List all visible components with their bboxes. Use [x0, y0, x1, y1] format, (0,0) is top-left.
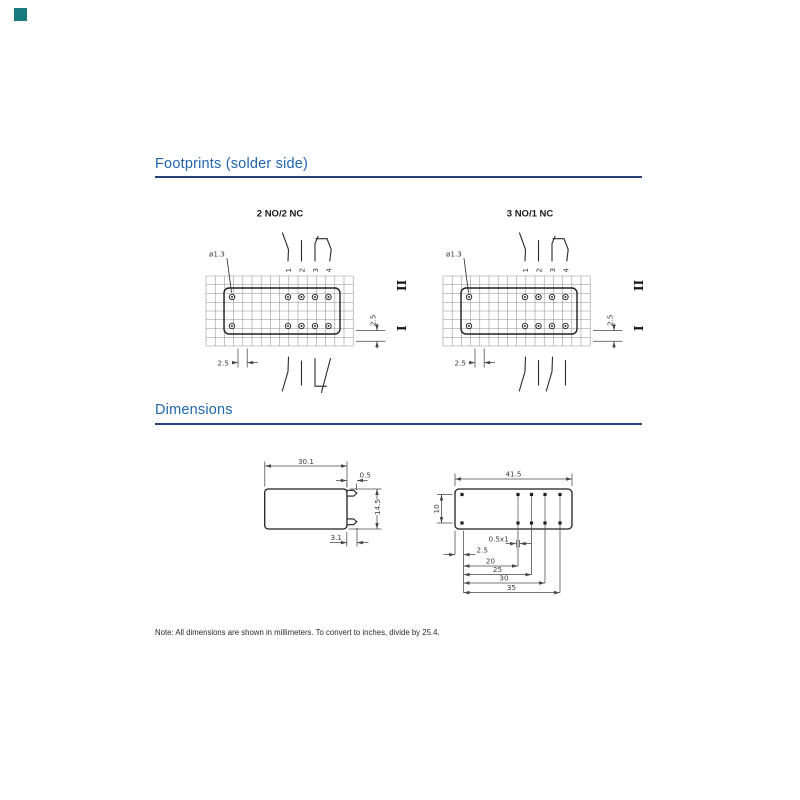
- pin-3-label: 3: [548, 267, 557, 273]
- row-i-label: I: [632, 325, 646, 331]
- row-i-label: I: [395, 325, 409, 331]
- body-length-dim: 41.5: [505, 469, 522, 479]
- relay-body-bottom-view: [455, 489, 572, 529]
- units-note: Note: All dimensions are shown in millimeters. To convert to inches, divide by 25.4.: [155, 628, 440, 637]
- pin-2-label: 2: [534, 267, 544, 273]
- bottom-view-drawing: [432, 470, 572, 593]
- row-ii-label: II: [395, 279, 409, 291]
- relay-body-side-view: [265, 489, 357, 529]
- hole-diameter-label: ø1.3: [209, 249, 225, 259]
- pin-2-label: 2: [297, 267, 307, 273]
- footprint-dimension-lines: [233, 324, 386, 368]
- row-ii-label: II: [632, 279, 646, 291]
- edge-to-pin-dim: 2.5: [476, 545, 488, 555]
- footprint-title: 3 NO/1 NC: [506, 208, 554, 220]
- pitch-label: 2.5: [217, 358, 229, 368]
- footprint-dimension-lines: [470, 324, 623, 368]
- pin-spacing-30-dim: 30: [499, 573, 509, 583]
- row-spacing-dim: 10: [431, 504, 441, 514]
- row-pitch-label: 2.5: [368, 314, 378, 326]
- pcb-grid: [206, 276, 353, 346]
- pitch-label: 2.5: [454, 358, 466, 368]
- body-height-dim: 14.5: [373, 498, 383, 515]
- pin-4-label: 4: [324, 267, 334, 273]
- footprint-3no1nc: [443, 209, 646, 392]
- row-pitch-label: 2.5: [605, 314, 615, 326]
- pin-1-label: 1: [284, 267, 293, 273]
- pin-spacing-20-dim: 20: [485, 556, 496, 566]
- pin-spacing-25-dim: 25: [492, 565, 503, 575]
- pin-offset-dim: 0.5: [359, 470, 371, 480]
- side-view-drawing: [265, 457, 383, 547]
- body-width-dim: 30.1: [297, 456, 315, 466]
- pin-length-dim: 3.1: [330, 533, 342, 543]
- footprint-title: 2 NO/2 NC: [256, 208, 304, 220]
- pin-3-label: 3: [311, 267, 320, 273]
- hole-diameter-label: ø1.3: [446, 249, 462, 259]
- pin-cross-section-dim: 0.5x1: [488, 534, 509, 544]
- pcb-grid: [443, 276, 590, 346]
- pin-spacing-35-dim: 35: [506, 583, 517, 593]
- pin-1-label: 1: [521, 267, 530, 273]
- footprint-2no2nc: [206, 209, 409, 393]
- pin-4-label: 4: [561, 267, 571, 273]
- footprints-heading: Footprints (solder side): [155, 156, 309, 172]
- dimensions-heading: Dimensions: [155, 402, 233, 418]
